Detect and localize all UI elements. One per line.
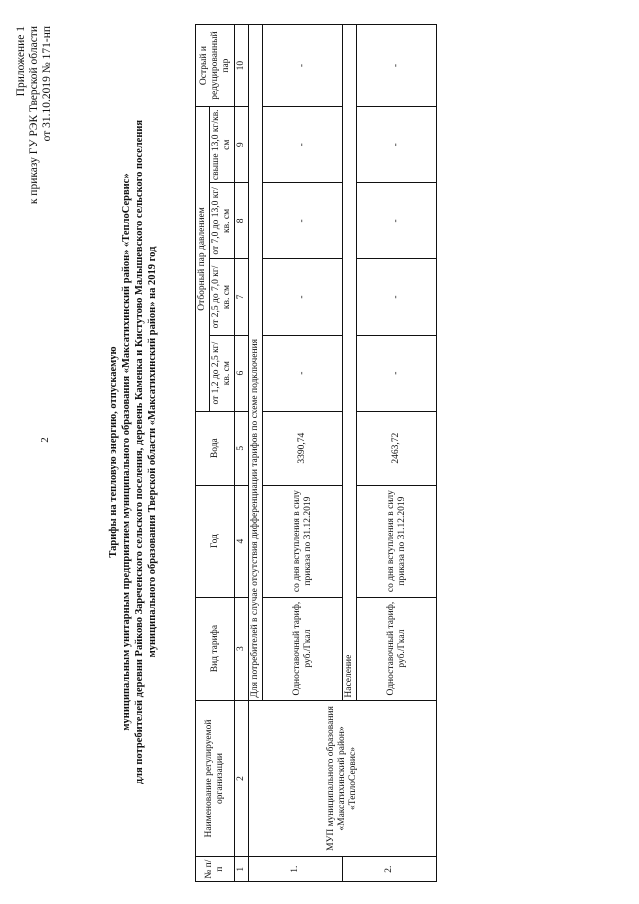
tariff-type-cell: Одноставочный тариф, руб./Гкал (357, 597, 437, 700)
header-p2: от 2,5 до 7,0 кг/кв. см (210, 259, 235, 335)
page-number: 2 (38, 437, 51, 443)
p4-cell: - (357, 107, 437, 183)
title-line-4: муниципального образования Тверской области «Максатихинский район» на 2019 год (147, 246, 158, 658)
year-cell: со дня вступления в силу приказа по 31.12.2019 (263, 485, 343, 597)
header-p1: от 1,2 до 2,5 кг/кв. см (210, 335, 235, 411)
water-cell: 2463,72 (357, 411, 437, 485)
appendix-header (15, 26, 54, 204)
header-sharp-steam: Острый и редуцированный пар (196, 25, 235, 107)
col-num: 6 (235, 335, 249, 411)
p1-cell: - (357, 335, 437, 411)
title-line-1: Тарифы на тепловую энергию, отпускаемую (108, 346, 119, 558)
document-title (107, 72, 159, 832)
col-num: 1 (235, 857, 249, 882)
section-label: Население (343, 25, 357, 701)
rotated-document (5, 2, 635, 902)
row-num: 2. (343, 857, 437, 882)
col-num: 9 (235, 107, 249, 183)
col-num: 4 (235, 485, 249, 597)
header-p3: от 7,0 до 13,0 кг/кв. см (210, 183, 235, 259)
sharp-cell: - (357, 25, 437, 107)
header-org: Наименование регулируемой организации (196, 700, 235, 857)
p3-cell: - (263, 183, 343, 259)
row-num: 1. (249, 857, 343, 882)
header-year: Год (196, 485, 235, 597)
org-name: МУП муниципального образования «Максатихинский район» «ТеплоСервис» (249, 700, 437, 857)
title-line-3: для потребителей деревни Райково Зареченского сельского поселения, деревень Каменка и Кистутово Малышевского сельского поселения (134, 119, 145, 785)
p2-cell: - (357, 259, 437, 335)
section-row (249, 25, 263, 882)
appendix-line-1: Приложение 1 (15, 26, 27, 97)
sharp-cell: - (263, 25, 343, 107)
col-num: 5 (235, 411, 249, 485)
title-line-2: муниципальным унитарным предприятием муниципального образования «Максатихинский район» «ТеплоСервис» (121, 173, 132, 731)
p4-cell: - (263, 107, 343, 183)
p3-cell: - (357, 183, 437, 259)
header-water: Вода (196, 411, 235, 485)
col-num: 2 (235, 700, 249, 857)
column-number-row (235, 25, 249, 882)
tariff-table (195, 24, 437, 882)
section-label: Для потребителей в случае отсутствия дифференциации тарифов по схеме подключения (249, 25, 263, 701)
col-num: 10 (235, 25, 249, 107)
col-num: 8 (235, 183, 249, 259)
col-num: 7 (235, 259, 249, 335)
header-tariff-type: Вид тарифа (196, 597, 235, 700)
p1-cell: - (263, 335, 343, 411)
col-num: 3 (235, 597, 249, 700)
appendix-line-3: от 31.10.2019 № 171-нп (41, 26, 53, 142)
header-row (196, 25, 210, 882)
header-steam: Отборный пар давлением (196, 107, 210, 412)
p2-cell: - (263, 259, 343, 335)
water-cell: 3390,74 (263, 411, 343, 485)
year-cell: со дня вступления в силу приказа по 31.12.2019 (357, 485, 437, 597)
header-p4: свыше 13,0 кг/кв. см (210, 107, 235, 183)
header-num: № п/п (196, 857, 235, 882)
tariff-type-cell: Одноставочный тариф, руб./Гкал (263, 597, 343, 700)
appendix-line-2: к приказу ГУ РЭК Тверской области (28, 26, 40, 205)
